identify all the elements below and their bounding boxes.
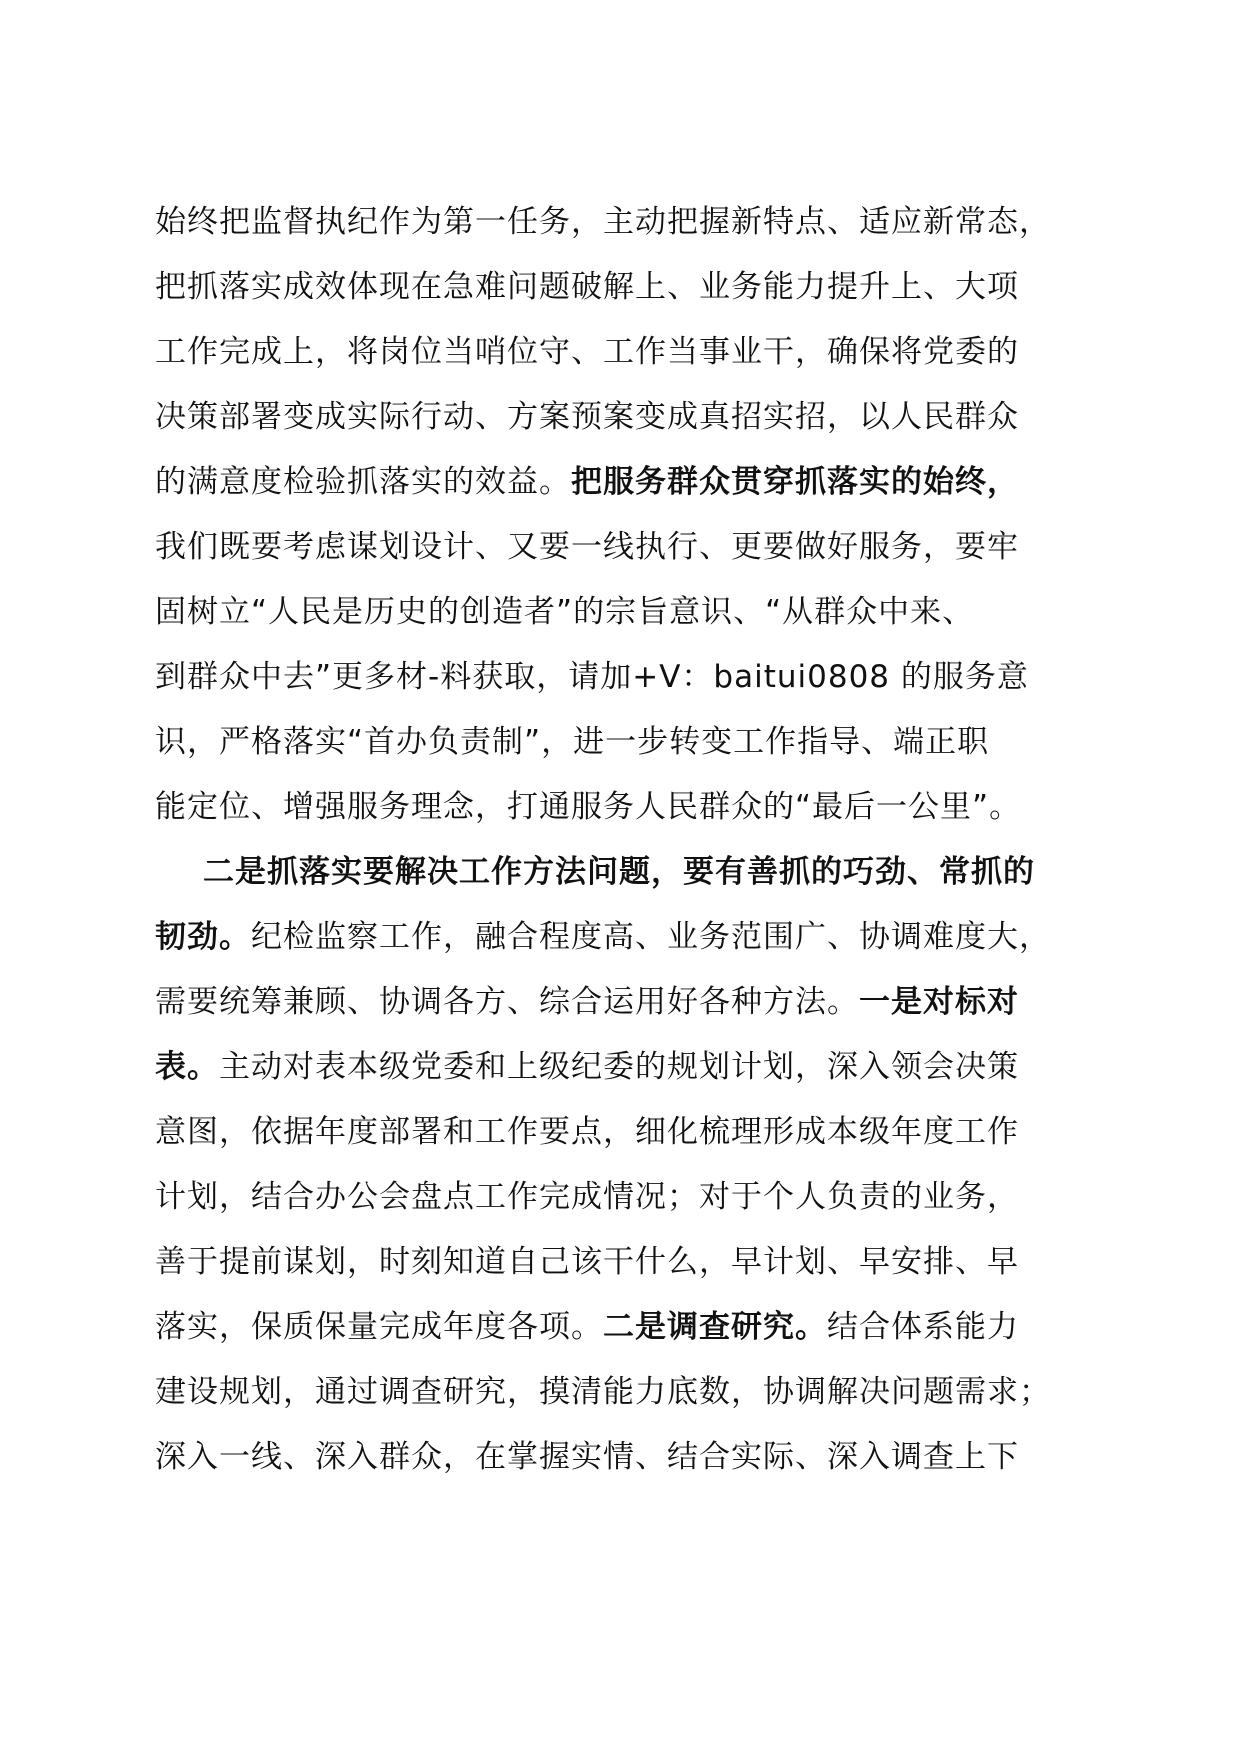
paragraph-line (155, 970, 1115, 1035)
text-run: 深入一线、深入群众，在掌握实情、结合实际、深入调查上下 (155, 1439, 1019, 1475)
paragraph-line (155, 190, 1115, 255)
bold-text-run: 韧劲。 (155, 919, 251, 955)
text-run: 到群众中去”更多材-料获取，请加+V：baitui0808 的服务意 (155, 659, 1029, 695)
paragraph-line (155, 1100, 1115, 1165)
paragraph-line (155, 710, 1115, 775)
paragraph-2 (155, 840, 1115, 1490)
paragraph-line (155, 385, 1115, 450)
text-run: 固树立“人民是历史的创造者”的宗旨意识、“从群众中来、 (155, 594, 975, 630)
bold-text-run: 一是对标对 (859, 984, 1019, 1020)
text-run: 建设规划，通过调查研究，摸清能力底数，协调解决问题需求； (155, 1374, 1051, 1410)
text-run: 善于提前谋划，时刻知道自己该干什么，早计划、早安排、早 (155, 1244, 1019, 1280)
text-run: 落实，保质保量完成年度各项。 (155, 1309, 603, 1345)
text-run: 结合体系能力 (827, 1309, 1019, 1345)
text-run: 识，严格落实“首办负责制”，进一步转变工作指导、端正职 (155, 724, 990, 760)
text-run: 计划，结合办公会盘点工作完成情况；对于个人负责的业务， (155, 1179, 1019, 1215)
bold-text-run: 二是调查研究。 (603, 1309, 827, 1345)
paragraph-line (155, 840, 1115, 905)
paragraph-line (155, 255, 1115, 320)
paragraph-line (155, 320, 1115, 385)
bold-text-run: 二是抓落实要解决工作方法问题，要有善抓的巧劲、常抓的 (203, 854, 1035, 890)
text-run: 工作完成上，将岗位当哨位守、工作当事业干，确保将党委的 (155, 334, 1019, 370)
paragraph-line (155, 1035, 1115, 1100)
paragraph-line (155, 1295, 1115, 1360)
paragraph-line (155, 1230, 1115, 1295)
text-run: 意图，依据年度部署和工作要点，细化梳理形成本级年度工作 (155, 1114, 1019, 1150)
text-run: 决策部署变成实际行动、方案预案变成真招实招，以人民群众 (155, 399, 1019, 435)
paragraph-1 (155, 190, 1115, 840)
paragraph-line (155, 645, 1115, 710)
paragraph-line (155, 450, 1115, 515)
text-run: 需要统筹兼顾、协调各方、综合运用好各种方法。 (155, 984, 859, 1020)
bold-text-run: 表。 (155, 1049, 219, 1085)
paragraph-line (155, 580, 1115, 645)
paragraph-line (155, 775, 1115, 840)
text-run: 始终把监督执纪作为第一任务，主动把握新特点、适应新常态， (155, 204, 1051, 240)
text-run: 纪检监察工作，融合程度高、业务范围广、协调难度大， (251, 919, 1051, 955)
paragraph-line (155, 515, 1115, 580)
paragraph-line (155, 1425, 1115, 1490)
bold-text-run: 把服务群众贯穿抓落实的始终， (571, 464, 1019, 500)
paragraph-line (155, 905, 1115, 970)
text-run: 我们既要考虑谋划设计、又要一线执行、更要做好服务，要牢 (155, 529, 1019, 565)
text-run: 把抓落实成效体现在急难问题破解上、业务能力提升上、大项 (155, 269, 1019, 305)
paragraph-line (155, 1360, 1115, 1425)
text-run: 的满意度检验抓落实的效益。 (155, 464, 571, 500)
text-run: 主动对表本级党委和上级纪委的规划计划，深入领会决策 (219, 1049, 1019, 1085)
text-run: 能定位、增强服务理念，打通服务人民群众的“最后一公里”。 (155, 789, 1022, 825)
paragraph-line (155, 1165, 1115, 1230)
